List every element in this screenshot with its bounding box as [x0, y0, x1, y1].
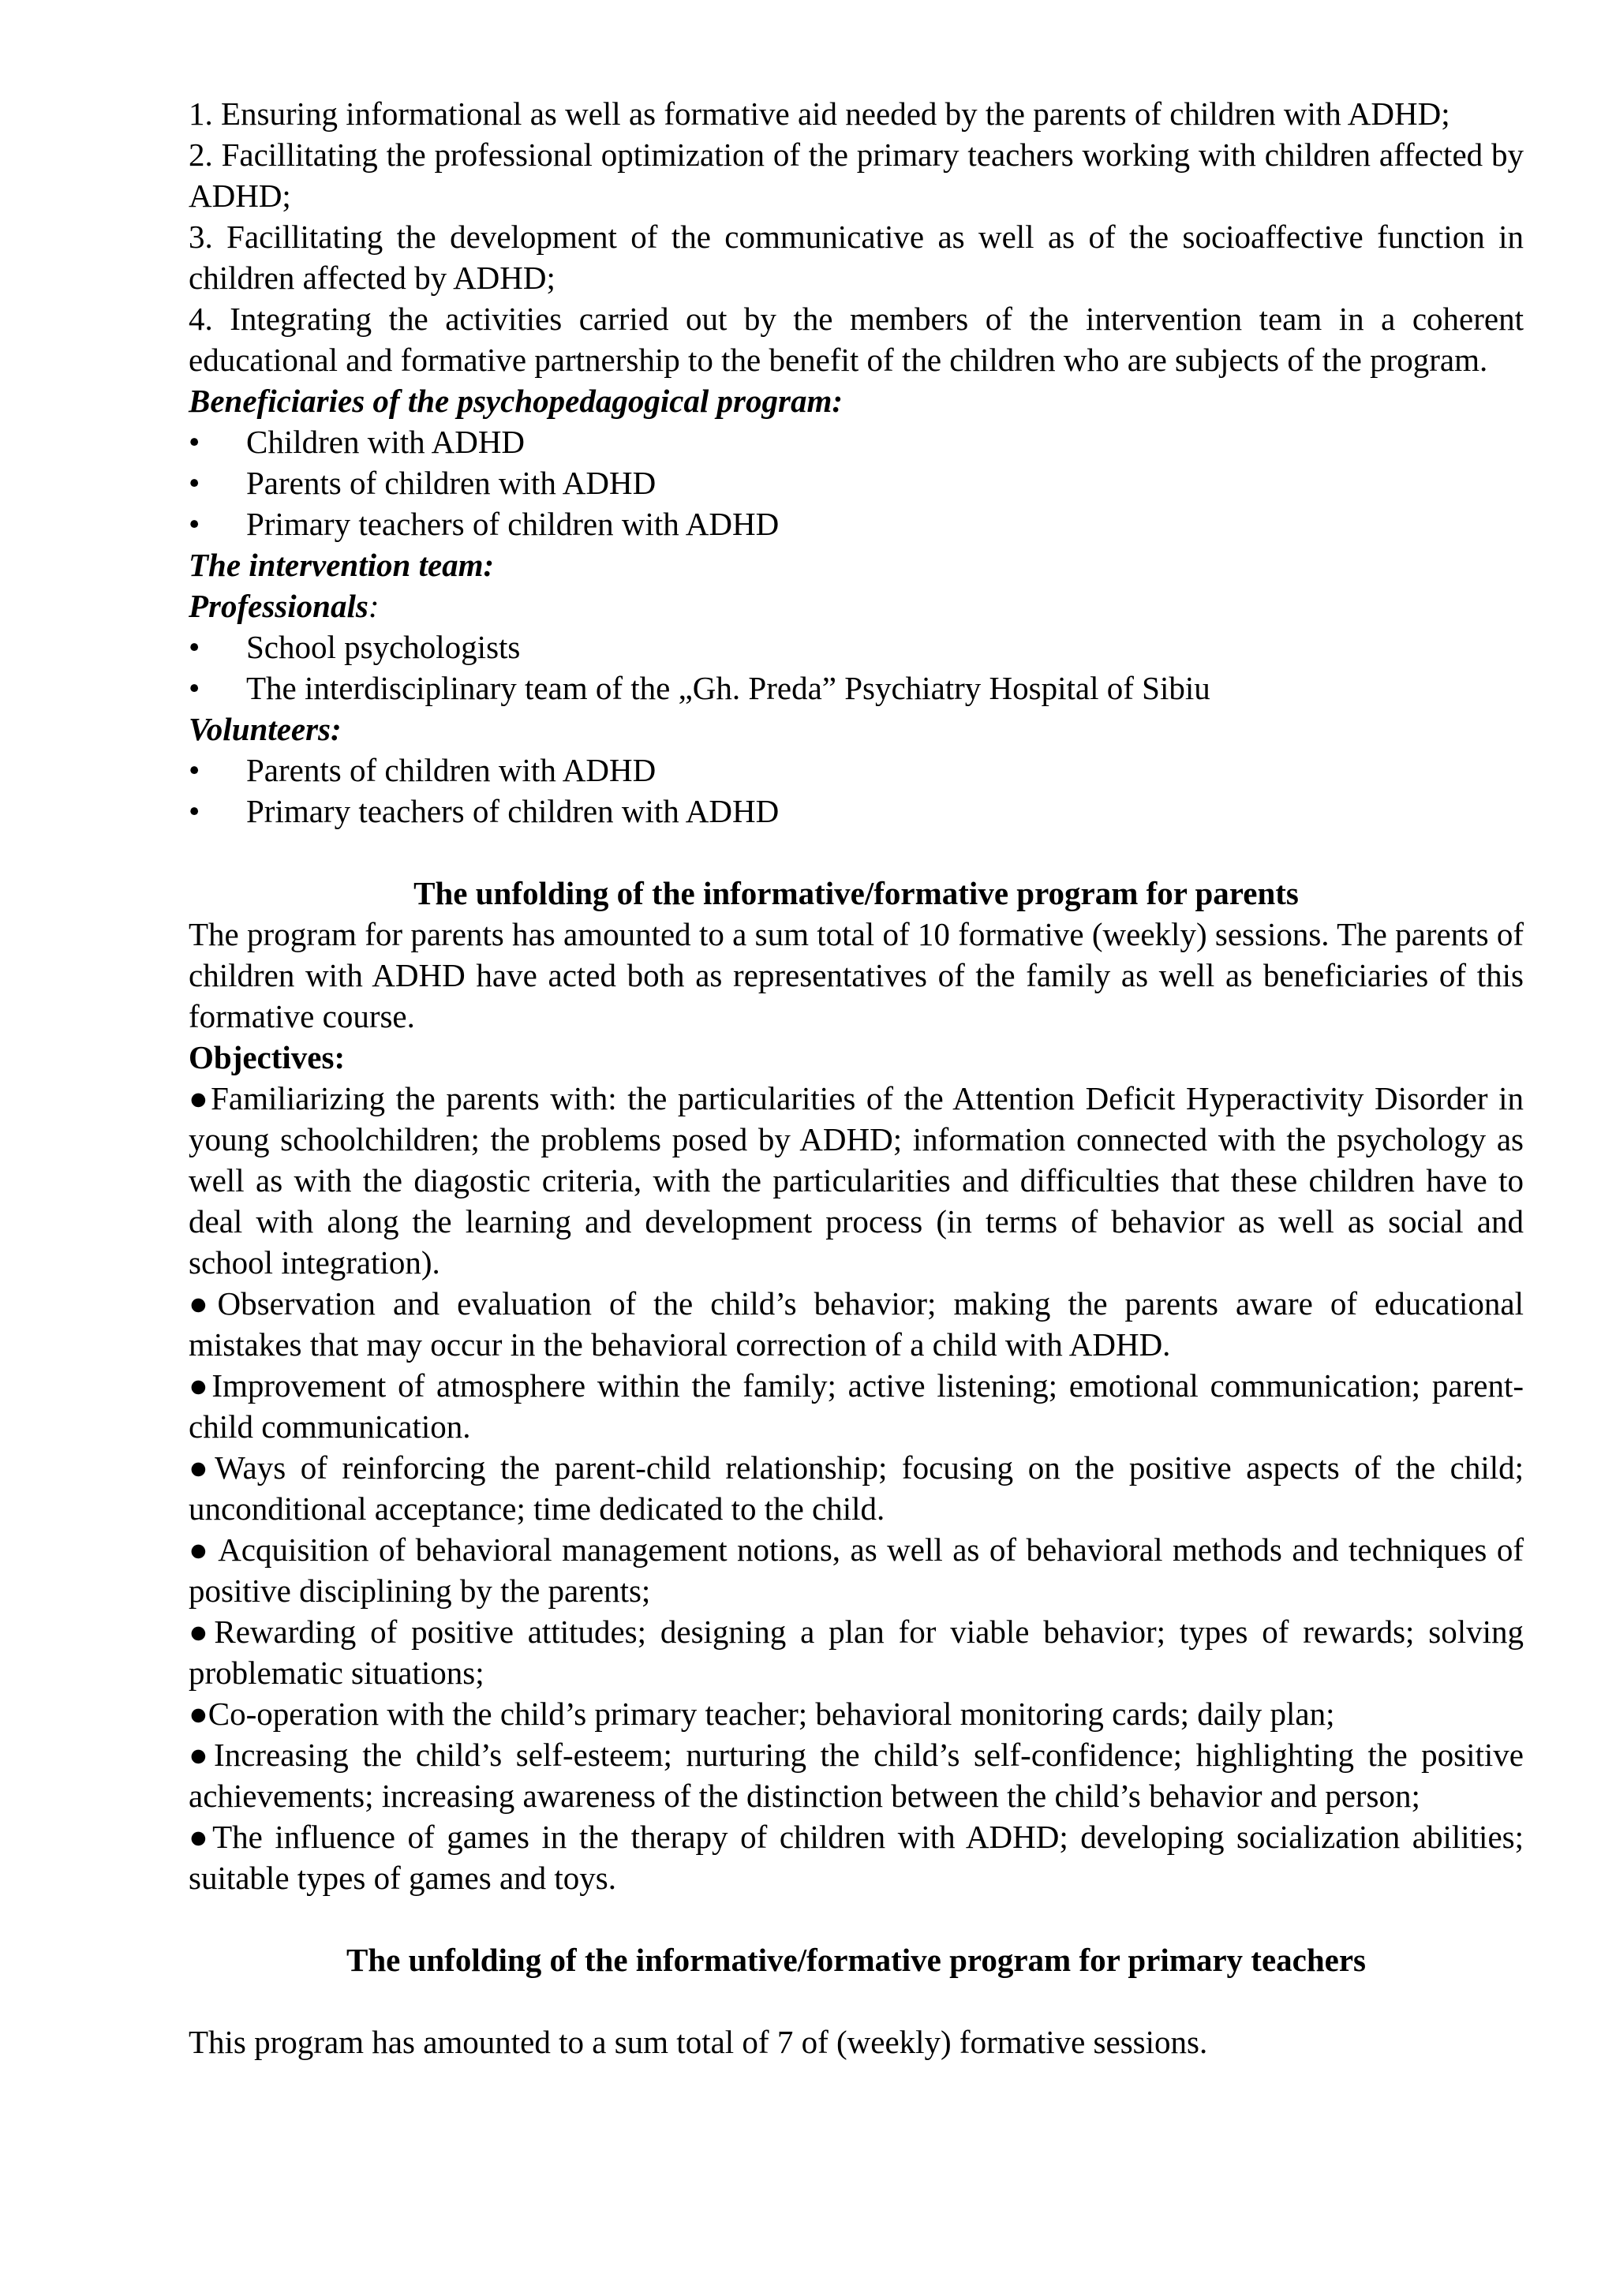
- volunteers-list: [189, 750, 1524, 832]
- numbered-objective-1: 1. Ensuring informational as well as formative aid needed by the parents of children with ADHD;: [189, 95, 1450, 132]
- list-item: • Parents of children with ADHD: [189, 462, 1524, 503]
- professionals-list: [189, 626, 1524, 709]
- parent-objective-4: ●Ways of reinforcing the parent-child relationship; focusing on the positive aspects of the child; unconditional acceptance; time dedicated to the child.: [189, 1449, 1524, 1527]
- list-item: • Primary teachers of children with ADHD: [189, 503, 1524, 544]
- teachers-program-intro: This program has amounted to a sum total of 7 of (weekly) formative sessions.: [189, 2024, 1208, 2060]
- bullet-icon: •: [189, 465, 200, 501]
- parent-objective-7: ●Co-operation with the child’s primary teacher; behavioral monitoring cards; daily plan;: [189, 1696, 1335, 1732]
- numbered-objective-2: 2. Facillitating the professional optimization of the primary teachers working with children affected by ADHD;: [189, 136, 1524, 214]
- document-page: [189, 93, 1524, 2062]
- parent-objective-9: ●The influence of games in the therapy of children with ADHD; developing socialization abilities; suitable types of games and toys.: [189, 1819, 1524, 1896]
- volunteers-heading: Volunteers:: [189, 711, 342, 747]
- parents-program-heading: The unfolding of the informative/formative program for parents: [413, 875, 1299, 911]
- bullet-icon: •: [189, 793, 200, 829]
- parents-program-intro: The program for parents has amounted to a sum total of 10 formative (weekly) sessions. The parents of children with ADHD have acted both as representatives of the family as well as beneficiaries of this formative course.: [189, 916, 1524, 1034]
- bullet-icon: •: [189, 670, 200, 706]
- numbered-objective-3: 3. Facillitating the development of the communicative as well as of the socioaffective function in children affected by ADHD;: [189, 219, 1524, 296]
- bullet-icon: •: [189, 629, 200, 665]
- objectives-heading: Objectives:: [189, 1039, 346, 1075]
- parent-objective-8: ●Increasing the child’s self-esteem; nurturing the child’s self-confidence; highlighting the positive achievements; increasing awareness of the distinction between the child’s behavior and person;: [189, 1737, 1524, 1814]
- parent-objective-6: ●Rewarding of positive attitudes; designing a plan for viable behavior; types of rewards; solving problematic situations;: [189, 1614, 1524, 1691]
- list-item: • Primary teachers of children with ADHD: [189, 791, 1524, 832]
- list-item: • School psychologists: [189, 626, 1524, 667]
- beneficiaries-list: [189, 421, 1524, 544]
- bullet-icon: •: [189, 424, 200, 460]
- intervention-team-heading: The intervention team:: [189, 547, 495, 583]
- bullet-icon: •: [189, 752, 200, 788]
- parent-objective-1: ●Familiarizing the parents with: the particularities of the Attention Deficit Hyperactivity Disorder in young schoolchildren; the problems posed by ADHD; information connected with the psychology as well as with the diagostic criteria, with the particularities and difficulties that these children have to deal with along the learning and development process (in terms of behavior as well as social and school integration).: [189, 1080, 1524, 1281]
- parent-objective-3: ●Improvement of atmosphere within the family; active listening; emotional communication; parent-child communication.: [189, 1367, 1524, 1445]
- list-item: • Parents of children with ADHD: [189, 750, 1524, 791]
- teachers-program-heading: The unfolding of the informative/formative program for primary teachers: [346, 1942, 1367, 1978]
- list-item: • Children with ADHD: [189, 421, 1524, 462]
- parent-objective-2: ●Observation and evaluation of the child’s behavior; making the parents aware of educational mistakes that may occur in the behavioral correction of a child with ADHD.: [189, 1285, 1524, 1363]
- parent-objective-5: ● Acquisition of behavioral management notions, as well as of behavioral methods and techniques of positive disciplining by the parents;: [189, 1531, 1524, 1609]
- numbered-objective-4: 4. Integrating the activities carried out by the members of the intervention team in a coherent educational and formative partnership to the benefit of the children who are subjects of the program.: [189, 301, 1524, 378]
- bullet-icon: •: [189, 506, 200, 542]
- list-item: • The interdisciplinary team of the „Gh. Preda” Psychiatry Hospital of Sibiu: [189, 667, 1524, 709]
- professionals-heading: Professionals:: [189, 588, 380, 624]
- beneficiaries-heading: Beneficiaries of the psychopedagogical program:: [189, 383, 844, 419]
